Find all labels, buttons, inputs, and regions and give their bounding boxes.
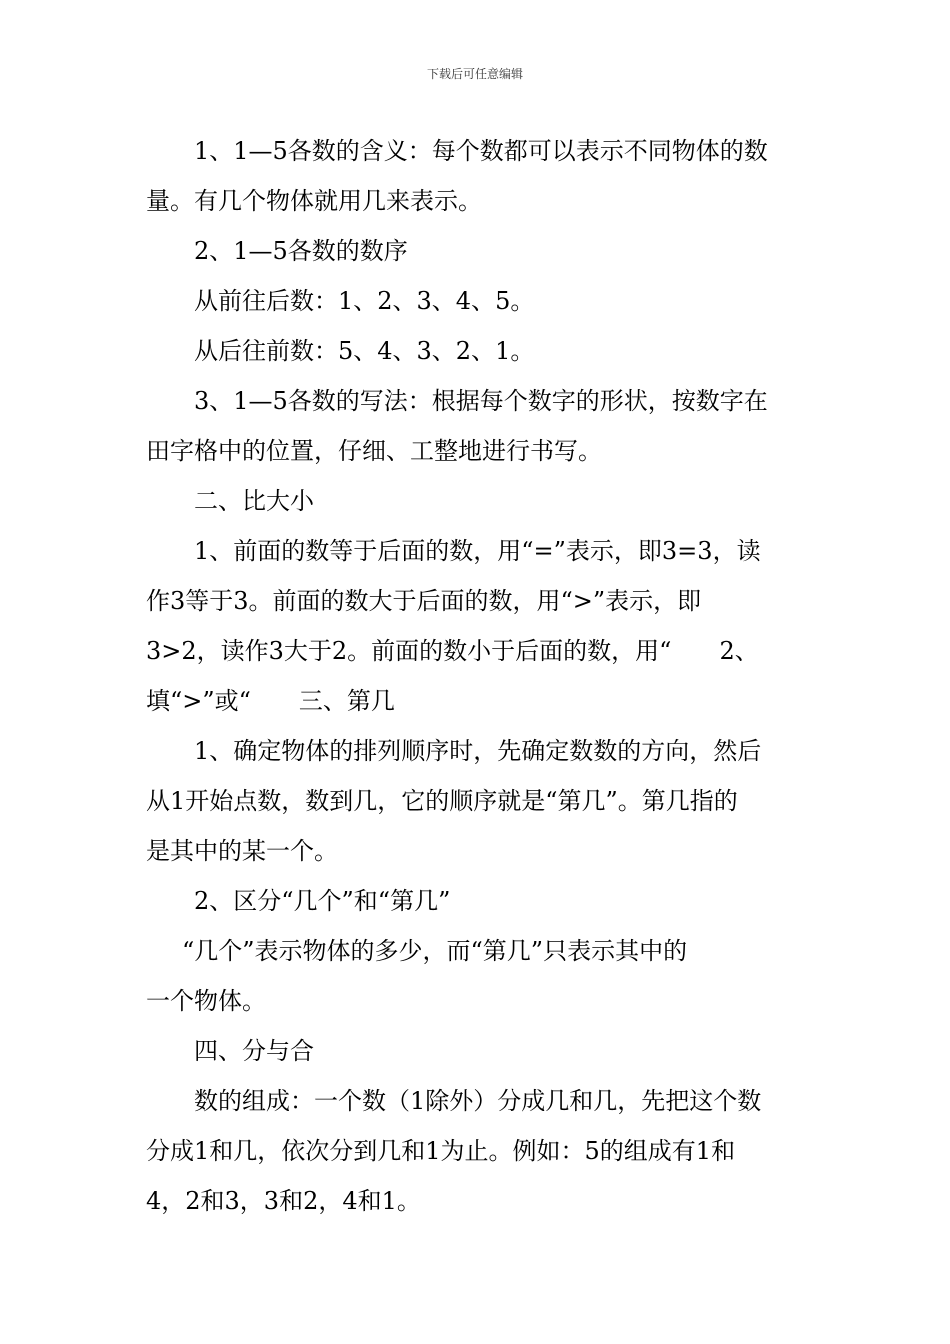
paragraph-line: 是其中的某一个。 (146, 837, 338, 865)
paragraph-line: 数的组成：一个数（1除外）分成几和几，先把这个数 (194, 1087, 762, 1115)
section-heading: 二、比大小 (194, 487, 314, 515)
paragraph-line: 从后往前数：5、4、3、2、1。 (194, 337, 535, 365)
paragraph-line: 1、前面的数等于后面的数，用“=”表示，即3=3，读 (194, 537, 761, 565)
paragraph-line: 1、确定物体的排列顺序时，先确定数数的方向，然后 (194, 737, 762, 765)
paragraph-line: 填“>”或“ 三、第几 (146, 687, 395, 715)
paragraph-line: 从前往后数：1、2、3、4、5。 (194, 287, 535, 315)
paragraph-line: 一个物体。 (146, 987, 266, 1015)
paragraph-line: 量。有几个物体就用几来表示。 (146, 187, 482, 215)
paragraph-line: 4，2和3，3和2，4和1。 (146, 1187, 421, 1215)
paragraph-line: 田字格中的位置，仔细、工整地进行书写。 (146, 437, 602, 465)
paragraph-line: 3、1—5各数的写法：根据每个数字的形状，按数字在 (194, 387, 768, 415)
page-header: 下载后可任意编辑 (426, 67, 523, 81)
paragraph-line: 3>2，读作3大于2。前面的数小于后面的数，用“ 2、 (146, 637, 759, 665)
paragraph-line: 分成1和几，依次分到几和1为止。例如：5的组成有1和 (146, 1137, 736, 1165)
paragraph-line: 从1开始点数，数到几，它的顺序就是“第几”。第几指的 (146, 787, 738, 815)
paragraph-line: 2、区分“几个”和“第几” (194, 887, 451, 915)
paragraph-line: 2、1—5各数的数序 (194, 237, 408, 265)
paragraph-line: “几个”表示物体的多少，而“第几”只表示其中的 (182, 937, 688, 965)
section-heading: 四、分与合 (194, 1037, 314, 1065)
paragraph-line: 作3等于3。前面的数大于后面的数，用“>”表示，即 (146, 587, 702, 615)
document-body (146, 126, 806, 1226)
paragraph-line: 1、1—5各数的含义：每个数都可以表示不同物体的数 (194, 137, 768, 165)
